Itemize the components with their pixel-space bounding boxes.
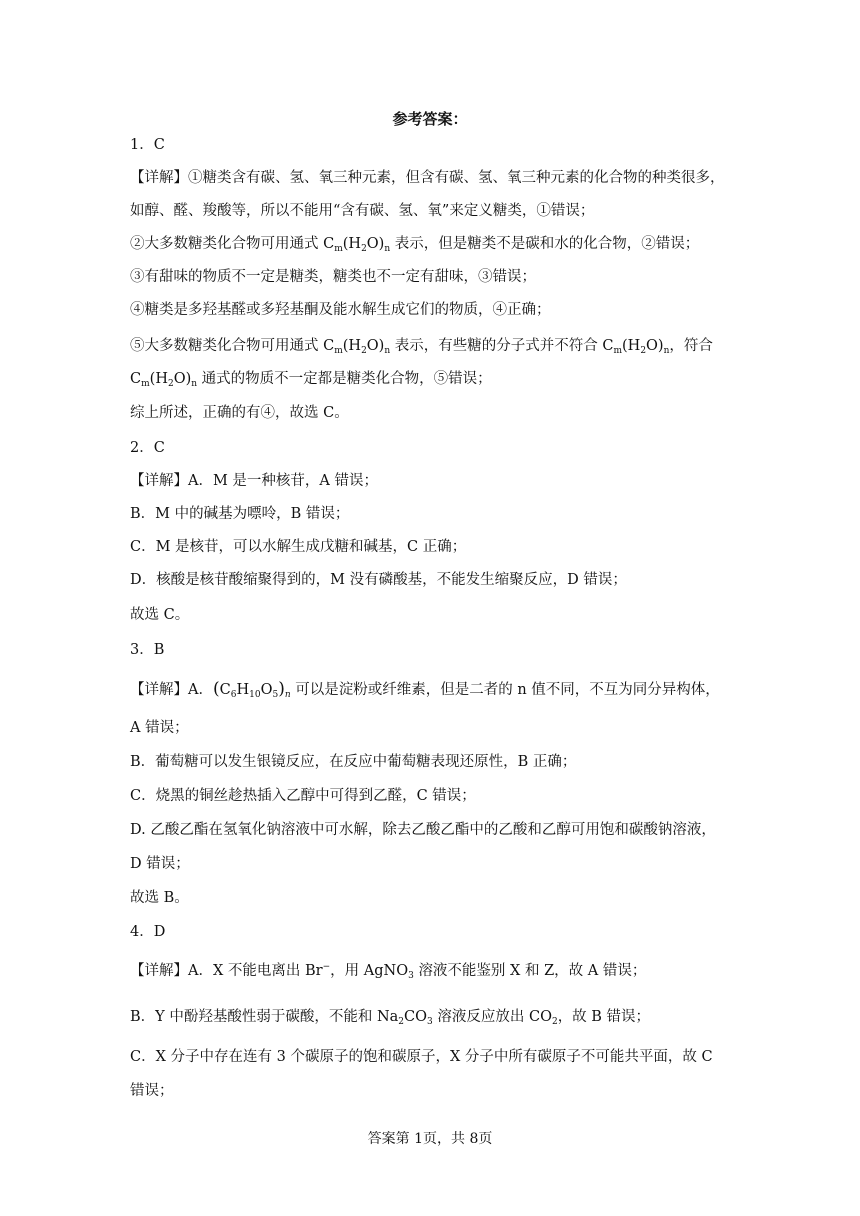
q1-line-1: 【详解】①糖类含有碳、氢、氧三种元素，但含有碳、氢、氧三种元素的化合物的种类很多， <box>130 170 725 186</box>
q1-line-7: $C_m(H_2O)_n$ 通式的物质不一定都是糖类化合物，⑤错误； <box>130 371 492 389</box>
q2-line-4: D．核酸是核苷酸缩聚得到的，M 没有磷酸基，不能发生缩聚反应，D 错误； <box>130 572 627 588</box>
q4-line-2: B．Y 中酚羟基酸性弱于碳酸，不能和 $Na_2CO_3$ 溶液反应放出 $CO_2$，故 B 错误； <box>130 1009 651 1027</box>
q1-line-3: ②大多数糖类化合物可用通式 $C_m(H_2O)_n$ 表示，但是糖类不是碳和水的化合物，②错误； <box>130 236 700 254</box>
q2-line-3: C．M 是核苷，可以水解生成戊糖和碱基，C 正确； <box>130 539 467 555</box>
q3-line-3: B．葡萄糖可以发生银镜反应，在反应中葡萄糖表现还原性，B 正确； <box>130 754 577 770</box>
q3-number: 3．B <box>130 642 165 658</box>
q1-number: 1．C <box>130 137 165 153</box>
q4-line-4: 错误； <box>130 1083 174 1099</box>
q4-line-3: C．X 分子中存在连有 3 个碳原子的饱和碳原子，X 分子中所有碳原子不可能共平面，故 C <box>130 1049 713 1065</box>
q1-line-5: ④糖类是多羟基醛或多羟基酮及能水解生成它们的物质，④正确； <box>130 302 551 318</box>
q1-line-2: 如醇、醛、羧酸等，所以不能用“含有碳、氢、氧”来定义糖类，①错误； <box>130 203 595 219</box>
q3-line-1: 【详解】A．$(C_6H_{10}O_5)_n$ 可以是淀粉或纤维素，但是二者的 n 值不同，不互为同分异构体， <box>130 679 720 700</box>
q2-line-1: 【详解】A．M 是一种核苷，A 错误； <box>130 473 379 489</box>
q3-line-6: D 错误； <box>130 856 190 872</box>
q3-line-5: D. 乙酸乙酯在氢氧化钠溶液中可水解，除去乙酸乙酯中的乙酸和乙醇可用饱和碳酸钠溶液， <box>130 822 716 838</box>
q1-line-8: 综上所述，正确的有④，故选 C。 <box>130 405 349 421</box>
q3-line-2: A 错误； <box>130 720 189 736</box>
q1-line-4: ③有甜味的物质不一定是糖类，糖类也不一定有甜味，③错误； <box>130 269 536 285</box>
q4-line-1: 【详解】A．X 不能电离出 Br−，用 AgNO$_3$ 溶液不能鉴别 X 和 Z，故 A 错误； <box>130 962 647 981</box>
q3-line-4: C．烧黑的铜丝趁热插入乙醇中可得到乙醛，C 错误； <box>130 788 476 804</box>
q2-line-5: 故选 C。 <box>130 607 190 623</box>
q3-line-7: 故选 B。 <box>130 890 189 906</box>
q2-line-2: B．M 中的碱基为嘌呤，B 错误； <box>130 506 350 522</box>
page-title: 参考答案： <box>392 110 468 128</box>
q2-number: 2．C <box>130 440 165 456</box>
page-footer: 答案第 1页，共 8页 <box>367 1131 493 1147</box>
q1-line-6: ⑤大多数糖类化合物可用通式 $C_m(H_2O)_n$ 表示，有些糖的分子式并不符合 $C_m(H_2O)_n$，符合 <box>130 338 713 356</box>
q4-number: 4．D <box>130 924 166 940</box>
